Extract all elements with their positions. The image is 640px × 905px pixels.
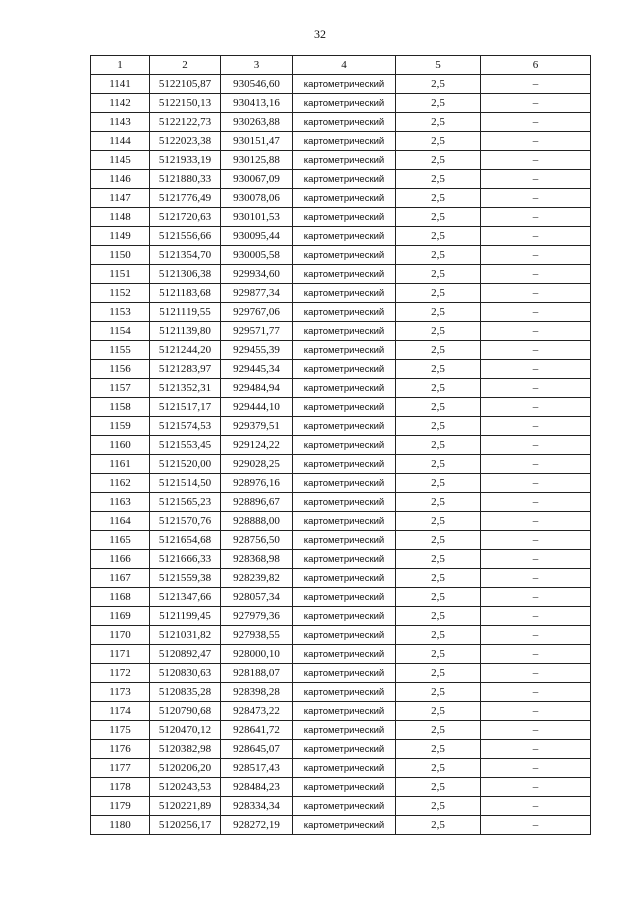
x-coordinate-cell: 5121720,63: [150, 208, 221, 227]
note-cell: –: [481, 778, 591, 797]
point-number-cell: 1180: [91, 816, 150, 835]
column-header: 5: [396, 56, 481, 75]
note-cell: –: [481, 436, 591, 455]
table-row: [91, 721, 591, 740]
accuracy-cell: 2,5: [396, 132, 481, 151]
y-coordinate-cell: 929877,34: [221, 284, 293, 303]
table-row: [91, 341, 591, 360]
accuracy-cell: 2,5: [396, 683, 481, 702]
point-number-cell: 1143: [91, 113, 150, 132]
method-cell: картометрический: [293, 265, 396, 284]
column-header: 4: [293, 56, 396, 75]
x-coordinate-cell: 5121559,38: [150, 569, 221, 588]
accuracy-cell: 2,5: [396, 588, 481, 607]
x-coordinate-cell: 5121199,45: [150, 607, 221, 626]
note-cell: –: [481, 170, 591, 189]
point-number-cell: 1155: [91, 341, 150, 360]
note-cell: –: [481, 664, 591, 683]
x-coordinate-cell: 5120835,28: [150, 683, 221, 702]
accuracy-cell: 2,5: [396, 189, 481, 208]
note-cell: –: [481, 208, 591, 227]
accuracy-cell: 2,5: [396, 816, 481, 835]
method-cell: картометрический: [293, 284, 396, 303]
x-coordinate-cell: 5121556,66: [150, 227, 221, 246]
point-number-cell: 1168: [91, 588, 150, 607]
method-cell: картометрический: [293, 303, 396, 322]
y-coordinate-cell: 928641,72: [221, 721, 293, 740]
note-cell: –: [481, 721, 591, 740]
x-coordinate-cell: 5121520,00: [150, 455, 221, 474]
column-header: 1: [91, 56, 150, 75]
method-cell: картометрический: [293, 702, 396, 721]
method-cell: картометрический: [293, 474, 396, 493]
point-number-cell: 1169: [91, 607, 150, 626]
note-cell: –: [481, 113, 591, 132]
table-row: [91, 778, 591, 797]
note-cell: –: [481, 816, 591, 835]
note-cell: –: [481, 512, 591, 531]
accuracy-cell: 2,5: [396, 94, 481, 113]
method-cell: картометрический: [293, 227, 396, 246]
y-coordinate-cell: 929379,51: [221, 417, 293, 436]
table-row: [91, 531, 591, 550]
x-coordinate-cell: 5120221,89: [150, 797, 221, 816]
y-coordinate-cell: 930413,16: [221, 94, 293, 113]
point-number-cell: 1162: [91, 474, 150, 493]
accuracy-cell: 2,5: [396, 607, 481, 626]
accuracy-cell: 2,5: [396, 550, 481, 569]
column-header: 3: [221, 56, 293, 75]
note-cell: –: [481, 797, 591, 816]
method-cell: картометрический: [293, 759, 396, 778]
coordinates-table: [90, 55, 591, 835]
table-row: [91, 455, 591, 474]
x-coordinate-cell: 5121776,49: [150, 189, 221, 208]
note-cell: –: [481, 702, 591, 721]
y-coordinate-cell: 927938,55: [221, 626, 293, 645]
point-number-cell: 1141: [91, 75, 150, 94]
note-cell: –: [481, 132, 591, 151]
x-coordinate-cell: 5121352,31: [150, 379, 221, 398]
table-row: [91, 740, 591, 759]
table-row: [91, 645, 591, 664]
accuracy-cell: 2,5: [396, 626, 481, 645]
x-coordinate-cell: 5121517,17: [150, 398, 221, 417]
point-number-cell: 1150: [91, 246, 150, 265]
accuracy-cell: 2,5: [396, 208, 481, 227]
note-cell: –: [481, 360, 591, 379]
x-coordinate-cell: 5122122,73: [150, 113, 221, 132]
note-cell: –: [481, 550, 591, 569]
point-number-cell: 1158: [91, 398, 150, 417]
table-row: [91, 550, 591, 569]
note-cell: –: [481, 341, 591, 360]
table-row: [91, 75, 591, 94]
note-cell: –: [481, 759, 591, 778]
accuracy-cell: 2,5: [396, 512, 481, 531]
y-coordinate-cell: 929934,60: [221, 265, 293, 284]
note-cell: –: [481, 189, 591, 208]
page-number: 32: [314, 27, 326, 41]
note-cell: –: [481, 75, 591, 94]
table-row: [91, 702, 591, 721]
point-number-cell: 1154: [91, 322, 150, 341]
method-cell: картометрический: [293, 75, 396, 94]
method-cell: картометрический: [293, 740, 396, 759]
note-cell: –: [481, 569, 591, 588]
table-row: [91, 569, 591, 588]
note-cell: –: [481, 265, 591, 284]
accuracy-cell: 2,5: [396, 170, 481, 189]
note-cell: –: [481, 474, 591, 493]
accuracy-cell: 2,5: [396, 436, 481, 455]
table-row: [91, 132, 591, 151]
y-coordinate-cell: 928398,28: [221, 683, 293, 702]
x-coordinate-cell: 5120256,17: [150, 816, 221, 835]
table-row: [91, 151, 591, 170]
point-number-cell: 1164: [91, 512, 150, 531]
note-cell: –: [481, 626, 591, 645]
x-coordinate-cell: 5120790,68: [150, 702, 221, 721]
y-coordinate-cell: 928976,16: [221, 474, 293, 493]
method-cell: картометрический: [293, 170, 396, 189]
y-coordinate-cell: 930263,88: [221, 113, 293, 132]
point-number-cell: 1151: [91, 265, 150, 284]
table-row: [91, 170, 591, 189]
method-cell: картометрический: [293, 626, 396, 645]
x-coordinate-cell: 5121666,33: [150, 550, 221, 569]
accuracy-cell: 2,5: [396, 740, 481, 759]
point-number-cell: 1146: [91, 170, 150, 189]
y-coordinate-cell: 930125,88: [221, 151, 293, 170]
method-cell: картометрический: [293, 208, 396, 227]
y-coordinate-cell: 930095,44: [221, 227, 293, 246]
x-coordinate-cell: 5120470,12: [150, 721, 221, 740]
note-cell: –: [481, 151, 591, 170]
table-row: [91, 113, 591, 132]
y-coordinate-cell: 928896,67: [221, 493, 293, 512]
y-coordinate-cell: 928239,82: [221, 569, 293, 588]
x-coordinate-cell: 5121306,38: [150, 265, 221, 284]
point-number-cell: 1165: [91, 531, 150, 550]
x-coordinate-cell: 5122105,87: [150, 75, 221, 94]
method-cell: картометрический: [293, 398, 396, 417]
note-cell: –: [481, 246, 591, 265]
method-cell: картометрический: [293, 721, 396, 740]
x-coordinate-cell: 5121244,20: [150, 341, 221, 360]
table-row: [91, 512, 591, 531]
point-number-cell: 1160: [91, 436, 150, 455]
note-cell: –: [481, 398, 591, 417]
accuracy-cell: 2,5: [396, 398, 481, 417]
accuracy-cell: 2,5: [396, 778, 481, 797]
method-cell: картометрический: [293, 607, 396, 626]
y-coordinate-cell: 928368,98: [221, 550, 293, 569]
y-coordinate-cell: 929455,39: [221, 341, 293, 360]
y-coordinate-cell: 928484,23: [221, 778, 293, 797]
note-cell: –: [481, 227, 591, 246]
column-header: 6: [481, 56, 591, 75]
table-row: [91, 683, 591, 702]
note-cell: –: [481, 455, 591, 474]
method-cell: картометрический: [293, 569, 396, 588]
x-coordinate-cell: 5121880,33: [150, 170, 221, 189]
y-coordinate-cell: 929445,34: [221, 360, 293, 379]
accuracy-cell: 2,5: [396, 455, 481, 474]
point-number-cell: 1148: [91, 208, 150, 227]
y-coordinate-cell: 929484,94: [221, 379, 293, 398]
point-number-cell: 1147: [91, 189, 150, 208]
table-row: [91, 265, 591, 284]
accuracy-cell: 2,5: [396, 474, 481, 493]
table-row: [91, 816, 591, 835]
accuracy-cell: 2,5: [396, 151, 481, 170]
x-coordinate-cell: 5121347,66: [150, 588, 221, 607]
method-cell: картометрический: [293, 322, 396, 341]
accuracy-cell: 2,5: [396, 322, 481, 341]
point-number-cell: 1170: [91, 626, 150, 645]
note-cell: –: [481, 417, 591, 436]
accuracy-cell: 2,5: [396, 379, 481, 398]
table-row: [91, 588, 591, 607]
x-coordinate-cell: 5121553,45: [150, 436, 221, 455]
y-coordinate-cell: 928000,10: [221, 645, 293, 664]
point-number-cell: 1142: [91, 94, 150, 113]
note-cell: –: [481, 645, 591, 664]
table-row: [91, 208, 591, 227]
note-cell: –: [481, 493, 591, 512]
accuracy-cell: 2,5: [396, 341, 481, 360]
table-row: [91, 417, 591, 436]
y-coordinate-cell: 928057,34: [221, 588, 293, 607]
note-cell: –: [481, 683, 591, 702]
accuracy-cell: 2,5: [396, 303, 481, 322]
x-coordinate-cell: 5121574,53: [150, 417, 221, 436]
table-row: [91, 759, 591, 778]
y-coordinate-cell: 928272,19: [221, 816, 293, 835]
accuracy-cell: 2,5: [396, 493, 481, 512]
y-coordinate-cell: 928517,43: [221, 759, 293, 778]
accuracy-cell: 2,5: [396, 645, 481, 664]
point-number-cell: 1152: [91, 284, 150, 303]
method-cell: картометрический: [293, 341, 396, 360]
table-body: [91, 75, 591, 835]
method-cell: картометрический: [293, 113, 396, 132]
method-cell: картометрический: [293, 664, 396, 683]
table-header-row: [91, 56, 591, 75]
x-coordinate-cell: 5121570,76: [150, 512, 221, 531]
x-coordinate-cell: 5120830,63: [150, 664, 221, 683]
y-coordinate-cell: 930067,09: [221, 170, 293, 189]
table-row: [91, 189, 591, 208]
method-cell: картометрический: [293, 512, 396, 531]
point-number-cell: 1179: [91, 797, 150, 816]
note-cell: –: [481, 607, 591, 626]
method-cell: картометрический: [293, 550, 396, 569]
y-coordinate-cell: 927979,36: [221, 607, 293, 626]
x-coordinate-cell: 5121514,50: [150, 474, 221, 493]
method-cell: картометрический: [293, 246, 396, 265]
x-coordinate-cell: 5120892,47: [150, 645, 221, 664]
accuracy-cell: 2,5: [396, 246, 481, 265]
table-row: [91, 360, 591, 379]
y-coordinate-cell: 928645,07: [221, 740, 293, 759]
y-coordinate-cell: 930101,53: [221, 208, 293, 227]
point-number-cell: 1156: [91, 360, 150, 379]
x-coordinate-cell: 5121654,68: [150, 531, 221, 550]
note-cell: –: [481, 94, 591, 113]
method-cell: картометрический: [293, 379, 396, 398]
accuracy-cell: 2,5: [396, 721, 481, 740]
x-coordinate-cell: 5120243,53: [150, 778, 221, 797]
accuracy-cell: 2,5: [396, 113, 481, 132]
method-cell: картометрический: [293, 683, 396, 702]
method-cell: картометрический: [293, 778, 396, 797]
accuracy-cell: 2,5: [396, 759, 481, 778]
y-coordinate-cell: 928756,50: [221, 531, 293, 550]
y-coordinate-cell: 929571,77: [221, 322, 293, 341]
accuracy-cell: 2,5: [396, 227, 481, 246]
point-number-cell: 1159: [91, 417, 150, 436]
point-number-cell: 1175: [91, 721, 150, 740]
note-cell: –: [481, 531, 591, 550]
x-coordinate-cell: 5121933,19: [150, 151, 221, 170]
y-coordinate-cell: 929767,06: [221, 303, 293, 322]
method-cell: картометрический: [293, 816, 396, 835]
point-number-cell: 1176: [91, 740, 150, 759]
table-row: [91, 436, 591, 455]
table-row: [91, 227, 591, 246]
x-coordinate-cell: 5121031,82: [150, 626, 221, 645]
note-cell: –: [481, 740, 591, 759]
table-row: [91, 303, 591, 322]
accuracy-cell: 2,5: [396, 702, 481, 721]
accuracy-cell: 2,5: [396, 360, 481, 379]
method-cell: картометрический: [293, 797, 396, 816]
y-coordinate-cell: 929028,25: [221, 455, 293, 474]
table-row: [91, 474, 591, 493]
x-coordinate-cell: 5122023,38: [150, 132, 221, 151]
y-coordinate-cell: 930151,47: [221, 132, 293, 151]
table-row: [91, 379, 591, 398]
x-coordinate-cell: 5121139,80: [150, 322, 221, 341]
y-coordinate-cell: 930546,60: [221, 75, 293, 94]
point-number-cell: 1178: [91, 778, 150, 797]
table-row: [91, 607, 591, 626]
x-coordinate-cell: 5121119,55: [150, 303, 221, 322]
method-cell: картометрический: [293, 436, 396, 455]
point-number-cell: 1145: [91, 151, 150, 170]
column-header: 2: [150, 56, 221, 75]
y-coordinate-cell: 930078,06: [221, 189, 293, 208]
table-row: [91, 322, 591, 341]
point-number-cell: 1177: [91, 759, 150, 778]
table-row: [91, 664, 591, 683]
point-number-cell: 1157: [91, 379, 150, 398]
point-number-cell: 1173: [91, 683, 150, 702]
accuracy-cell: 2,5: [396, 569, 481, 588]
method-cell: картометрический: [293, 151, 396, 170]
point-number-cell: 1172: [91, 664, 150, 683]
table-row: [91, 398, 591, 417]
x-coordinate-cell: 5120382,98: [150, 740, 221, 759]
method-cell: картометрический: [293, 360, 396, 379]
point-number-cell: 1144: [91, 132, 150, 151]
point-number-cell: 1161: [91, 455, 150, 474]
method-cell: картометрический: [293, 189, 396, 208]
x-coordinate-cell: 5120206,20: [150, 759, 221, 778]
y-coordinate-cell: 929444,10: [221, 398, 293, 417]
x-coordinate-cell: 5121354,70: [150, 246, 221, 265]
point-number-cell: 1174: [91, 702, 150, 721]
point-number-cell: 1167: [91, 569, 150, 588]
method-cell: картометрический: [293, 493, 396, 512]
note-cell: –: [481, 284, 591, 303]
accuracy-cell: 2,5: [396, 284, 481, 303]
y-coordinate-cell: 928888,00: [221, 512, 293, 531]
note-cell: –: [481, 303, 591, 322]
table-row: [91, 797, 591, 816]
table-row: [91, 94, 591, 113]
x-coordinate-cell: 5121183,68: [150, 284, 221, 303]
method-cell: картометрический: [293, 417, 396, 436]
note-cell: –: [481, 379, 591, 398]
method-cell: картометрический: [293, 588, 396, 607]
method-cell: картометрический: [293, 132, 396, 151]
x-coordinate-cell: 5121283,97: [150, 360, 221, 379]
note-cell: –: [481, 588, 591, 607]
y-coordinate-cell: 930005,58: [221, 246, 293, 265]
point-number-cell: 1163: [91, 493, 150, 512]
table-row: [91, 493, 591, 512]
x-coordinate-cell: 5122150,13: [150, 94, 221, 113]
y-coordinate-cell: 928188,07: [221, 664, 293, 683]
point-number-cell: 1149: [91, 227, 150, 246]
accuracy-cell: 2,5: [396, 265, 481, 284]
y-coordinate-cell: 928473,22: [221, 702, 293, 721]
x-coordinate-cell: 5121565,23: [150, 493, 221, 512]
method-cell: картометрический: [293, 455, 396, 474]
point-number-cell: 1153: [91, 303, 150, 322]
accuracy-cell: 2,5: [396, 797, 481, 816]
accuracy-cell: 2,5: [396, 417, 481, 436]
note-cell: –: [481, 322, 591, 341]
table-row: [91, 246, 591, 265]
y-coordinate-cell: 928334,34: [221, 797, 293, 816]
method-cell: картометрический: [293, 531, 396, 550]
y-coordinate-cell: 929124,22: [221, 436, 293, 455]
accuracy-cell: 2,5: [396, 531, 481, 550]
accuracy-cell: 2,5: [396, 664, 481, 683]
point-number-cell: 1166: [91, 550, 150, 569]
point-number-cell: 1171: [91, 645, 150, 664]
accuracy-cell: 2,5: [396, 75, 481, 94]
method-cell: картометрический: [293, 94, 396, 113]
table-row: [91, 626, 591, 645]
method-cell: картометрический: [293, 645, 396, 664]
table-row: [91, 284, 591, 303]
